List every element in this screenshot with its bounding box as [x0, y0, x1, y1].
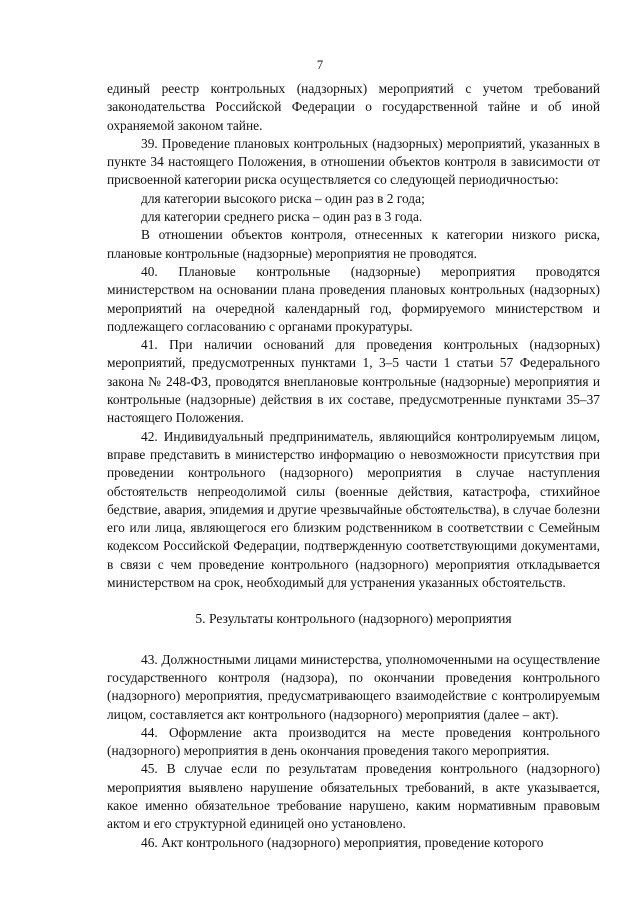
- section-heading: 5. Результаты контрольного (надзорного) мероприятия: [195, 611, 512, 627]
- paragraph-41: 41. При наличии оснований для проведения контрольных (надзорных) мероприятий, предусмотренных пунктами 1, 3–5 части 1 статьи 57 Федерального закона № 248-ФЗ, проводятся внеплановые контрольные (надзорные) мероприятия и контрольные (надзорные) действия в их составе, предусмотренные пунктами 35–37 настоящего Положения.: [107, 337, 600, 426]
- paragraph-39: 39. Проведение плановых контрольных (надзорных) мероприятий, указанных в пункте 34 настоящего Положения, в отношении объектов контроля в зависимости от присвоенной категории риска осуществляется со следующей периодичностью:: [107, 135, 600, 188]
- paragraph-39-high-risk: для категории высокого риска – один раз в 2 года;: [141, 190, 425, 206]
- paragraph-43: 43. Должностными лицами министерства, уполномоченными на осуществление государственного контроля (надзора), по окончании проведения контрольного (надзорного) мероприятия, предусматривающего взаимодействие с контролируемым лицом, составляется акт контрольного (надзорного) мероприятия (далее – акт).: [107, 651, 600, 722]
- paragraph-39-low-risk: В отношении объектов контроля, отнесенных к категории низкого риска, плановые контрольные (надзорные) мероприятия не проводятся.: [107, 227, 600, 261]
- paragraph-44: 44. Оформление акта производится на месте проведения контрольного (надзорного) мероприятия в день окончания проведения такого мероприятия.: [107, 724, 600, 759]
- paragraph-39-medium-risk: для категории среднего риска – один раз в 3 года.: [141, 209, 423, 225]
- paragraph-40: 40. Плановые контрольные (надзорные) мероприятия проводятся министерством на основании плана проведения плановых контрольных (надзорных) мероприятий на очередной календарный год, формируемого министерством и подлежащего согласованию с органами прокуратуры.: [107, 263, 600, 334]
- document-body: [107, 80, 600, 852]
- page-number: 7: [316, 58, 324, 72]
- paragraph-45: 45. В случае если по результатам проведения контрольного (надзорного) мероприятия выявлено нарушение обязательных требований, в акте указывается, какое именно обязательное требование нарушено, каким нормативным правовым актом и его структурной единицей оно установлено.: [107, 761, 600, 832]
- paragraph-42: 42. Индивидуальный предприниматель, являющийся контролируемым лицом, вправе представить в министерство информацию о невозможности присутствия при проведении контрольного (надзорного) мероприятия в случае наступления обстоятельств непреодолимой силы (военные действия, катастрофа, стихийное бедствие, авария, эпидемия и другие чрезвычайные обстоятельства), в случае болезни его или лица, являющегося его близким родственником в соответствии с Семейным кодексом Российской Федерации, подтвержденную соответствующими документами, в связи с чем проведение контрольного (надзорного) мероприятия откладывается министерством на срок, необходимый для устранения указанных обстоятельств.: [107, 428, 600, 591]
- paragraph-continuation: единый реестр контрольных (надзорных) мероприятий с учетом требований законодательства Российской Федерации о государственной тайне и об иной охраняемой законом тайне.: [107, 81, 600, 133]
- paragraph-46: 46. Акт контрольного (надзорного) мероприятия, проведение которого: [141, 834, 544, 850]
